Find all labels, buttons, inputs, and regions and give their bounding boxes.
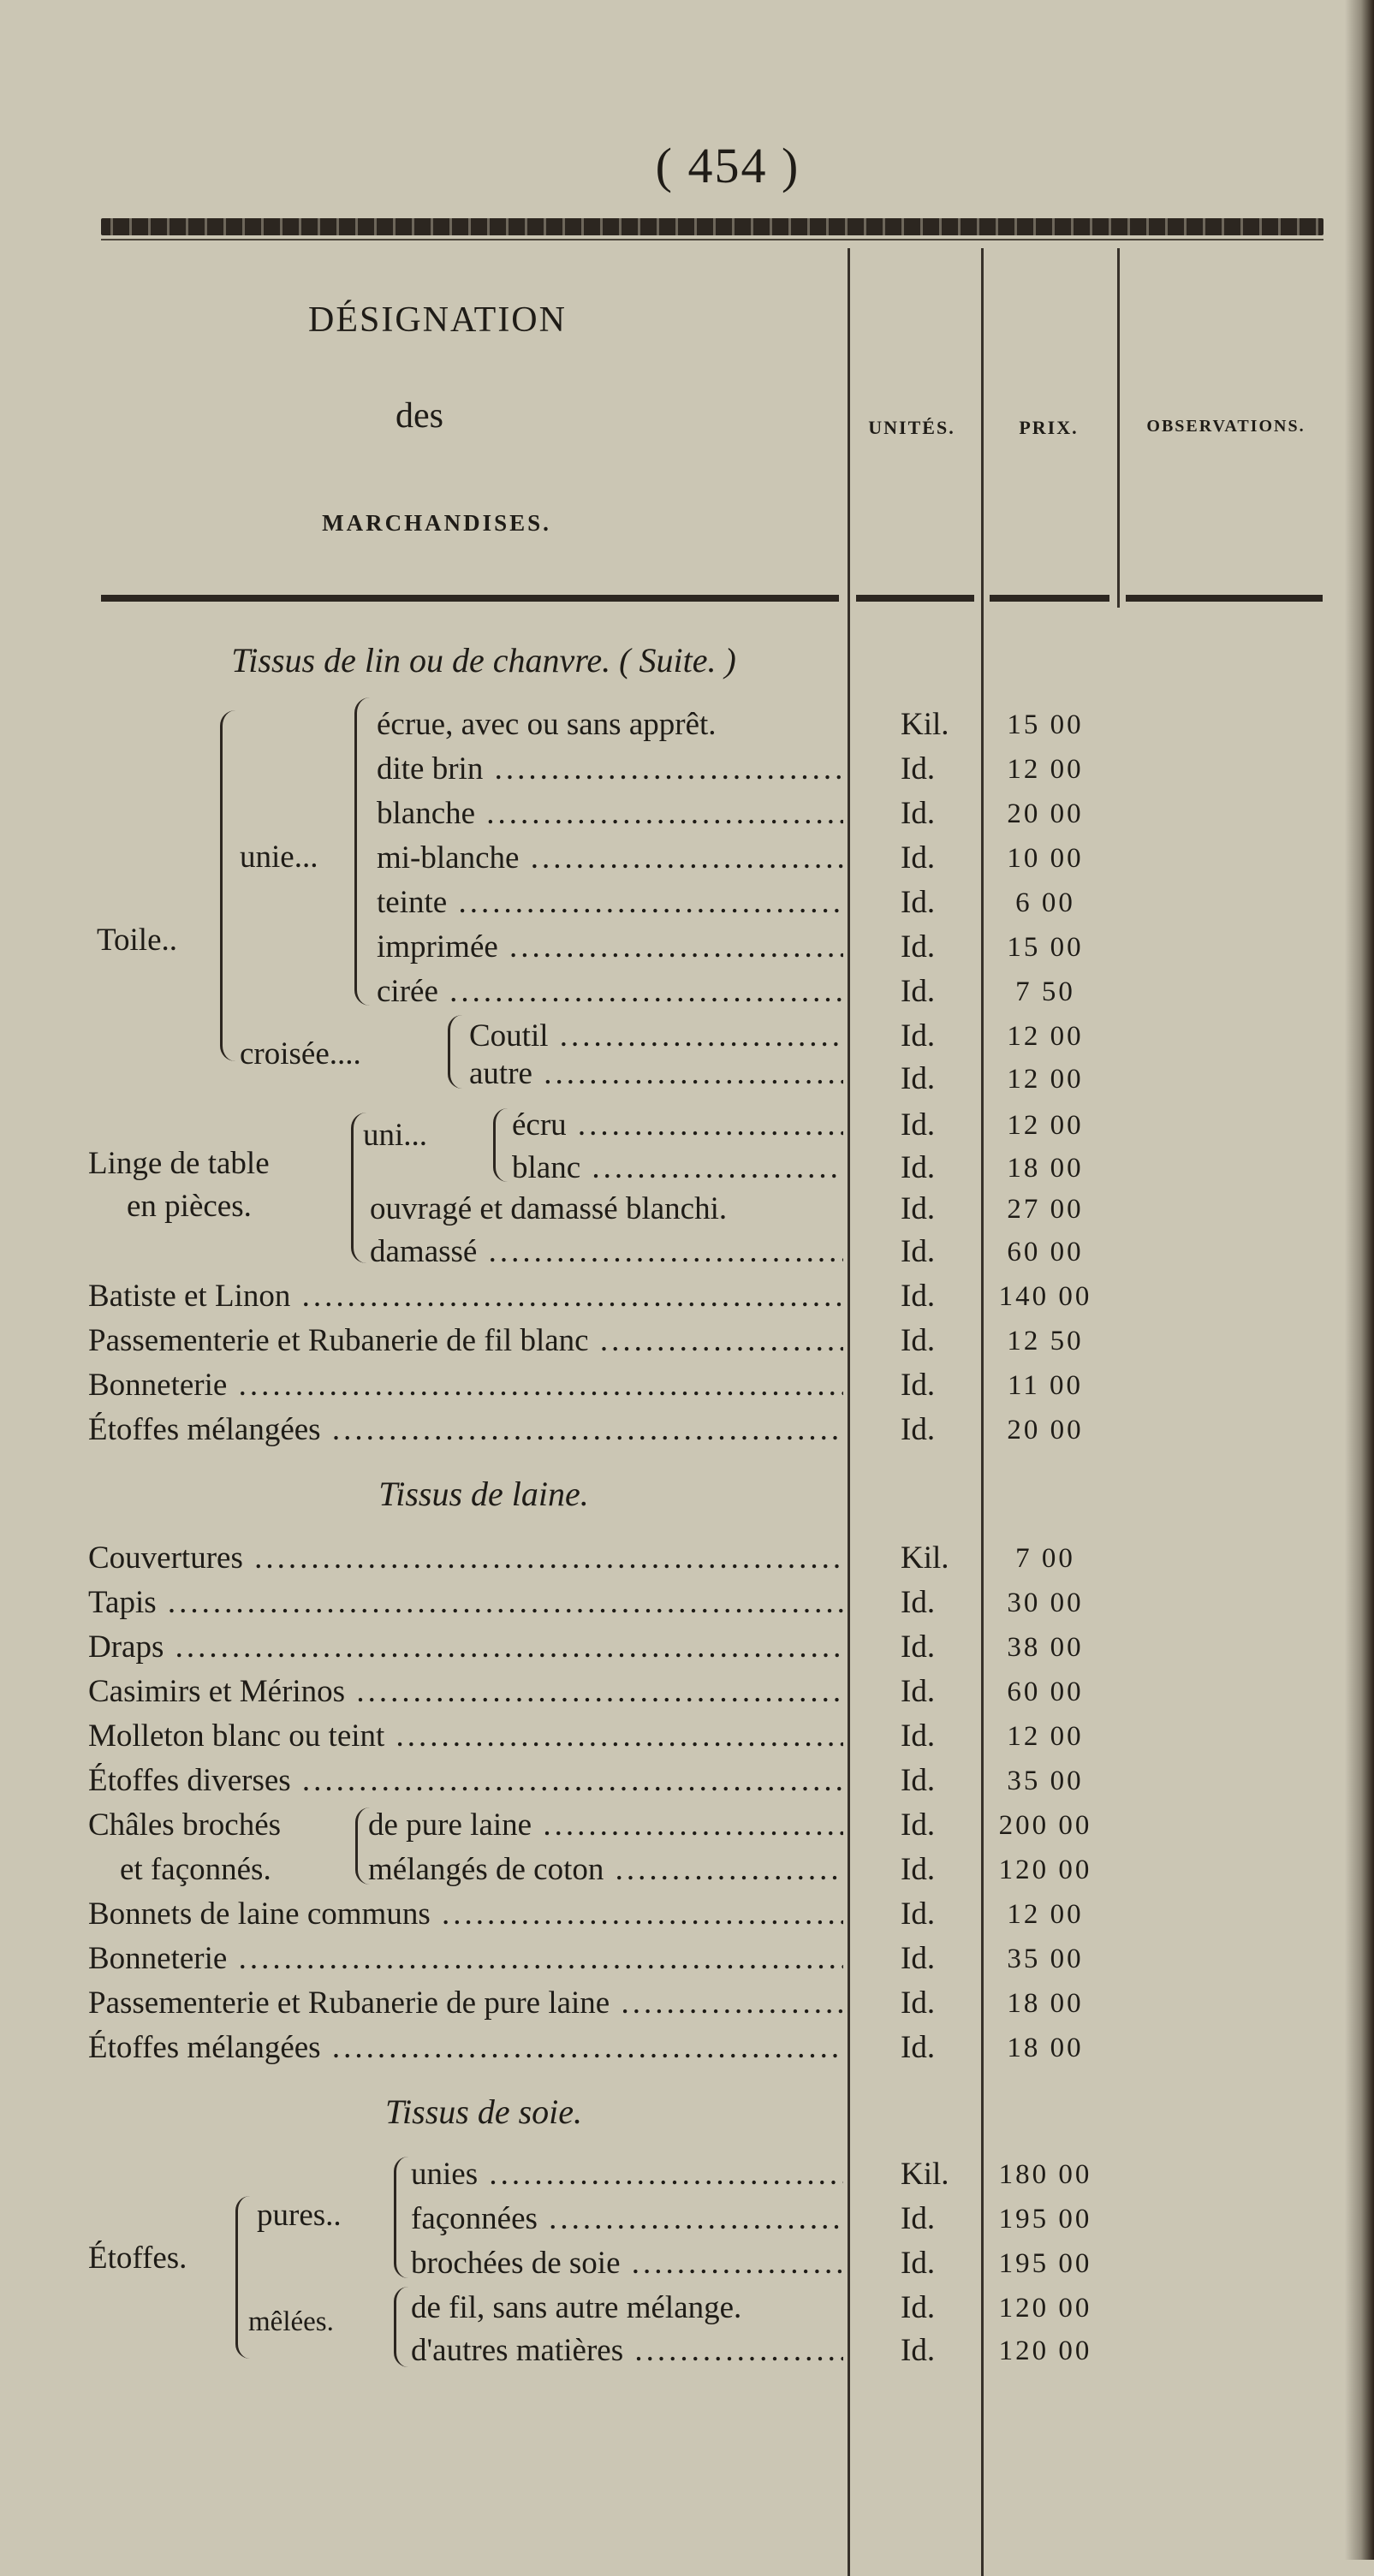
value-row bbox=[0, 1537, 1113, 1580]
price-cell: 38 00 bbox=[1007, 1632, 1084, 1663]
row-label: Batiste et Linon ..... bbox=[88, 1275, 843, 1318]
group-label-linge-de-table: Linge de table bbox=[88, 1146, 270, 1181]
unit-cell: Id. bbox=[901, 1368, 936, 1403]
price-cell: 35 00 bbox=[1007, 1944, 1084, 1974]
value-row bbox=[0, 1849, 1113, 1891]
value-row bbox=[0, 1715, 1113, 1758]
unit-cell: Id. bbox=[901, 1323, 936, 1358]
value-row bbox=[0, 1231, 1113, 1273]
unit-cell: Id. bbox=[901, 1234, 936, 1269]
row-label: damassé ..... bbox=[370, 1231, 843, 1273]
unit-cell: Id. bbox=[901, 840, 936, 875]
group-label-et-faconnes: et façonnés. bbox=[120, 1852, 271, 1887]
section-title-soie: Tissus de soie. bbox=[384, 2092, 583, 2131]
price-cell: 195 00 bbox=[998, 2248, 1092, 2279]
row-label: Casimirs et Mérinos ..... bbox=[88, 1671, 843, 1713]
row-label: Étoffes diverses ..... bbox=[88, 1760, 843, 1802]
header-rule-observations bbox=[1126, 595, 1323, 602]
row-label: Passementerie et Rubanerie de pure laine ..... bbox=[88, 1982, 843, 2025]
row-label: Bonneterie ..... bbox=[88, 1938, 843, 1980]
price-cell: 18 00 bbox=[1007, 1153, 1084, 1184]
value-row bbox=[0, 1804, 1113, 1847]
row-label: écrue, avec ou sans apprêt. bbox=[377, 707, 717, 742]
unit-cell: Kil. bbox=[901, 1540, 949, 1576]
value-row bbox=[0, 2287, 1113, 2330]
row-label: écru ..... bbox=[512, 1104, 843, 1147]
price-cell: 180 00 bbox=[998, 2159, 1092, 2190]
price-cell: 12 00 bbox=[1007, 754, 1084, 785]
price-cell: 20 00 bbox=[1007, 1415, 1084, 1445]
row-label: Draps ..... bbox=[88, 1626, 843, 1669]
unit-cell: Id. bbox=[901, 1807, 936, 1843]
row-label: Couvertures ..... bbox=[88, 1537, 843, 1580]
value-row bbox=[0, 926, 1113, 969]
group-label-chales-broches: Châles brochés bbox=[88, 1807, 282, 1843]
group-label-uni: uni... bbox=[363, 1118, 428, 1153]
page-number: ( 454 ) bbox=[655, 138, 800, 193]
price-cell: 15 00 bbox=[1007, 709, 1084, 740]
value-row bbox=[0, 1582, 1113, 1624]
group-label-en-pieces: en pièces. bbox=[127, 1189, 252, 1224]
price-cell: 120 00 bbox=[998, 2293, 1092, 2324]
price-cell: 20 00 bbox=[1007, 798, 1084, 829]
value-row bbox=[0, 2153, 1113, 2196]
price-cell: 15 00 bbox=[1007, 932, 1084, 963]
row-label: imprimée ..... bbox=[377, 926, 843, 969]
unit-cell: Id. bbox=[901, 751, 936, 786]
unit-cell: Id. bbox=[901, 929, 936, 965]
unit-cell: Id. bbox=[901, 1718, 936, 1754]
price-cell: 6 00 bbox=[1015, 887, 1075, 918]
header-designation: DÉSIGNATION bbox=[308, 300, 567, 340]
section-title-laine: Tissus de laine. bbox=[378, 1475, 589, 1513]
price-cell: 27 00 bbox=[1007, 1194, 1084, 1225]
unit-cell: Id. bbox=[901, 885, 936, 920]
header-des: des bbox=[396, 396, 443, 436]
value-row bbox=[0, 2027, 1113, 2069]
row-label: Passementerie et Rubanerie de fil blanc ..... bbox=[88, 1320, 843, 1362]
unit-cell: Id. bbox=[901, 2201, 936, 2236]
top-thin-rule bbox=[101, 239, 1323, 240]
value-row bbox=[0, 970, 1113, 1013]
price-cell: 60 00 bbox=[1007, 1677, 1084, 1707]
row-label: autre ..... bbox=[469, 1053, 843, 1095]
unit-cell: Id. bbox=[901, 2030, 936, 2065]
value-row bbox=[0, 2330, 1113, 2372]
group-label-etoffes: Étoffes. bbox=[88, 2241, 187, 2276]
row-label: teinte ..... bbox=[377, 881, 843, 924]
unit-cell: Id. bbox=[901, 2333, 936, 2368]
value-row bbox=[0, 1409, 1113, 1451]
unit-cell: Id. bbox=[901, 1191, 936, 1226]
value-row bbox=[0, 1671, 1113, 1713]
price-cell: 18 00 bbox=[1007, 1988, 1084, 2019]
price-cell: 200 00 bbox=[998, 1810, 1092, 1841]
unit-cell: Id. bbox=[901, 1107, 936, 1143]
group-label-pures: pures.. bbox=[257, 2198, 342, 2233]
header-prix: PRIX. bbox=[1019, 417, 1079, 438]
row-label: d'autres matières ..... bbox=[411, 2330, 843, 2372]
price-cell: 35 00 bbox=[1007, 1766, 1084, 1796]
unit-cell: Id. bbox=[901, 1985, 936, 2021]
row-label: blanche ..... bbox=[377, 792, 843, 835]
row-label: dite brin ..... bbox=[377, 748, 843, 791]
value-row bbox=[0, 1147, 1113, 1190]
price-cell: 30 00 bbox=[1007, 1588, 1084, 1618]
value-row bbox=[0, 1364, 1113, 1407]
price-cell: 140 00 bbox=[998, 1281, 1092, 1312]
unit-cell: Id. bbox=[901, 1018, 936, 1054]
unit-cell: Id. bbox=[901, 1896, 936, 1932]
price-cell: 18 00 bbox=[1007, 2033, 1084, 2063]
price-cell: 12 00 bbox=[1007, 1899, 1084, 1930]
price-cell: 12 50 bbox=[1007, 1326, 1084, 1356]
value-row bbox=[0, 1893, 1113, 1936]
row-label: blanc ..... bbox=[512, 1147, 843, 1190]
group-label-unie: unie... bbox=[240, 840, 318, 875]
value-row bbox=[0, 837, 1113, 880]
unit-cell: Id. bbox=[901, 1629, 936, 1665]
price-cell: 7 00 bbox=[1015, 1543, 1075, 1574]
row-label: Étoffes mélangées ..... bbox=[88, 2027, 843, 2069]
unit-cell: Id. bbox=[901, 1852, 936, 1887]
page-edge-shadow bbox=[1345, 0, 1374, 2560]
group-label-croisee: croisée.... bbox=[240, 1036, 361, 1071]
unit-cell: Id. bbox=[901, 1941, 936, 1976]
price-cell: 120 00 bbox=[998, 1855, 1092, 1885]
top-decorative-rule bbox=[101, 218, 1323, 235]
value-row bbox=[0, 1938, 1113, 1980]
value-row bbox=[0, 2242, 1113, 2285]
row-label: Tapis ..... bbox=[88, 1582, 843, 1624]
price-cell: 12 00 bbox=[1007, 1110, 1084, 1141]
row-label: Coutil ..... bbox=[469, 1015, 843, 1058]
group-label-melees: mêlées. bbox=[248, 2306, 334, 2337]
row-label: Molleton blanc ou teint ..... bbox=[88, 1715, 843, 1758]
row-label: Bonneterie ..... bbox=[88, 1364, 843, 1407]
price-cell: 12 00 bbox=[1007, 1721, 1084, 1752]
value-row bbox=[0, 1015, 1113, 1058]
value-row bbox=[0, 1982, 1113, 2025]
unit-cell: Id. bbox=[901, 1763, 936, 1798]
unit-cell: Id. bbox=[901, 2290, 936, 2325]
price-cell: 7 50 bbox=[1015, 976, 1075, 1007]
header-rule-designation bbox=[101, 595, 839, 602]
row-label: de fil, sans autre mélange. bbox=[411, 2290, 742, 2325]
unit-cell: Id. bbox=[901, 1412, 936, 1447]
value-row bbox=[0, 748, 1113, 791]
row-label: cirée ..... bbox=[377, 970, 843, 1013]
value-row bbox=[0, 1275, 1113, 1318]
row-label: façonnées ..... bbox=[411, 2198, 843, 2241]
row-label: mélangés de coton ..... bbox=[368, 1849, 843, 1891]
unit-cell: Id. bbox=[901, 2246, 936, 2281]
price-cell: 10 00 bbox=[1007, 843, 1084, 874]
header-unites: UNITÉS. bbox=[868, 417, 955, 438]
row-label: Bonnets de laine communs ..... bbox=[88, 1893, 843, 1936]
price-cell: 11 00 bbox=[1007, 1370, 1084, 1401]
unit-cell: Kil. bbox=[901, 2157, 949, 2192]
unit-cell: Id. bbox=[901, 974, 936, 1009]
value-row bbox=[0, 881, 1113, 924]
value-row bbox=[0, 1104, 1113, 1147]
row-label: brochées de soie ..... bbox=[411, 2242, 843, 2285]
price-cell: 12 00 bbox=[1007, 1064, 1084, 1095]
row-label: unies ..... bbox=[411, 2153, 843, 2196]
value-row bbox=[0, 2198, 1113, 2241]
unit-cell: Id. bbox=[901, 1585, 936, 1620]
unit-cell: Id. bbox=[901, 1674, 936, 1709]
unit-cell: Id. bbox=[901, 796, 936, 831]
row-label: de pure laine ..... bbox=[368, 1804, 843, 1847]
price-cell: 195 00 bbox=[998, 2204, 1092, 2235]
value-row bbox=[0, 1760, 1113, 1802]
column-divider-right bbox=[1117, 248, 1120, 608]
value-row bbox=[0, 1058, 1113, 1101]
unit-cell: Id. bbox=[901, 1061, 936, 1096]
header-rule-unites bbox=[856, 595, 974, 602]
header-marchandises: MARCHANDISES. bbox=[322, 510, 551, 536]
value-row bbox=[0, 1188, 1113, 1231]
group-label-toile: Toile.. bbox=[97, 923, 177, 958]
value-row bbox=[0, 703, 1113, 746]
unit-cell: Id. bbox=[901, 1279, 936, 1314]
row-label: mi-blanche ..... bbox=[377, 837, 843, 880]
row-label: Étoffes mélangées ..... bbox=[88, 1409, 843, 1451]
value-row bbox=[0, 1626, 1113, 1669]
section-title-lin: Tissus de lin ou de chanvre. ( Suite. ) bbox=[231, 641, 736, 680]
header-observations: OBSERVATIONS. bbox=[1146, 417, 1306, 436]
price-cell: 12 00 bbox=[1007, 1021, 1084, 1052]
value-row bbox=[0, 1320, 1113, 1362]
price-cell: 120 00 bbox=[998, 2336, 1092, 2366]
value-row bbox=[0, 792, 1113, 835]
header-rule-prix bbox=[990, 595, 1109, 602]
unit-cell: Id. bbox=[901, 1150, 936, 1185]
row-label: ouvragé et damassé blanchi. bbox=[370, 1191, 728, 1226]
unit-cell: Kil. bbox=[901, 707, 949, 742]
price-cell: 60 00 bbox=[1007, 1237, 1084, 1267]
